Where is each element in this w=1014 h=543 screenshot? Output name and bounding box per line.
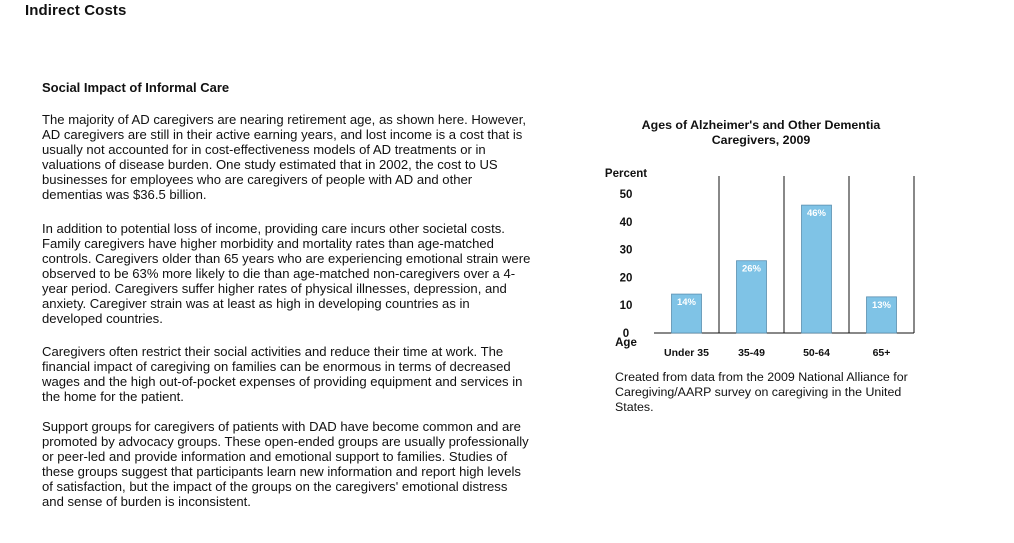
x-tick-label: 35-49 [738, 347, 765, 359]
body-paragraph: The majority of AD caregivers are nearing retirement age, as shown here. However, AD caregivers are still in their active earning years, and lost income is a cost that is usually not accounted for in cost-effectiveness models of AD treatments or in valuations of disease burden. One study estimated that in 2002, the cost to US businesses for employees who are caregivers of people with AD and other dementias was $36.5 billion. [42, 112, 526, 202]
page-title: Indirect Costs [25, 2, 127, 19]
section-title: Social Impact of Informal Care [42, 80, 230, 95]
body-paragraph: In addition to potential loss of income, providing care incurs other societal costs. Family caregivers have higher morbidity and mortality rates than age-matched controls. Caregivers older than 65 years who are experiencing emotional strain were observed to be 63% more likely to die than age-matched non-caregivers over a 4-year period. Caregivers suffer higher rates of physical illnesses, depression, and anxiety. Caregiver strain was at least as high in developing countries as in developed countries. [42, 221, 531, 326]
chart-title: Ages of Alzheimer's and Other Dementia Caregivers, 2009 [641, 118, 881, 147]
bar-data-label: 13% [871, 299, 892, 311]
body-paragraph: Caregivers often restrict their social activities and reduce their time at work. The financial impact of caregiving on families can be enormous in terms of decreased wages and the high out-of-pocket expenses of providing equipment and services in the home for the patient. [42, 344, 523, 404]
x-tick-label: Under 35 [664, 347, 709, 359]
y-tick-label: 10 [619, 300, 633, 313]
bar-data-label: 46% [806, 208, 827, 220]
y-tick-label: 20 [619, 272, 633, 285]
bar-data-label: 26% [741, 263, 762, 275]
x-tick-label: 65+ [872, 347, 891, 359]
y-tick-label: 40 [619, 216, 633, 229]
y-axis-label: Percent [604, 168, 648, 180]
chart-caption: Created from data from the 2009 National Alliance for Caregiving/AARP survey on caregiving in the United States. [615, 370, 908, 414]
y-tick-label: 30 [619, 244, 633, 257]
x-tick-label: 50-64 [803, 347, 830, 359]
bar-data-label: 14% [676, 297, 697, 309]
x-axis-label: Age [615, 337, 637, 349]
y-tick-label: 50 [619, 189, 633, 201]
body-paragraph: Support groups for caregivers of patients with DAD have become common and are promoted by advocacy groups. These open-ended groups are usually professionally or peer-led and provide information and emotional support to families. Studies of these groups suggest that participants learn new information and report high levels of satisfaction, but the impact of the groups on the caregivers' emotional distress and sense of burden is inconsistent. [42, 419, 529, 509]
y-tick-label: 0 [622, 328, 630, 340]
bar [802, 205, 832, 333]
